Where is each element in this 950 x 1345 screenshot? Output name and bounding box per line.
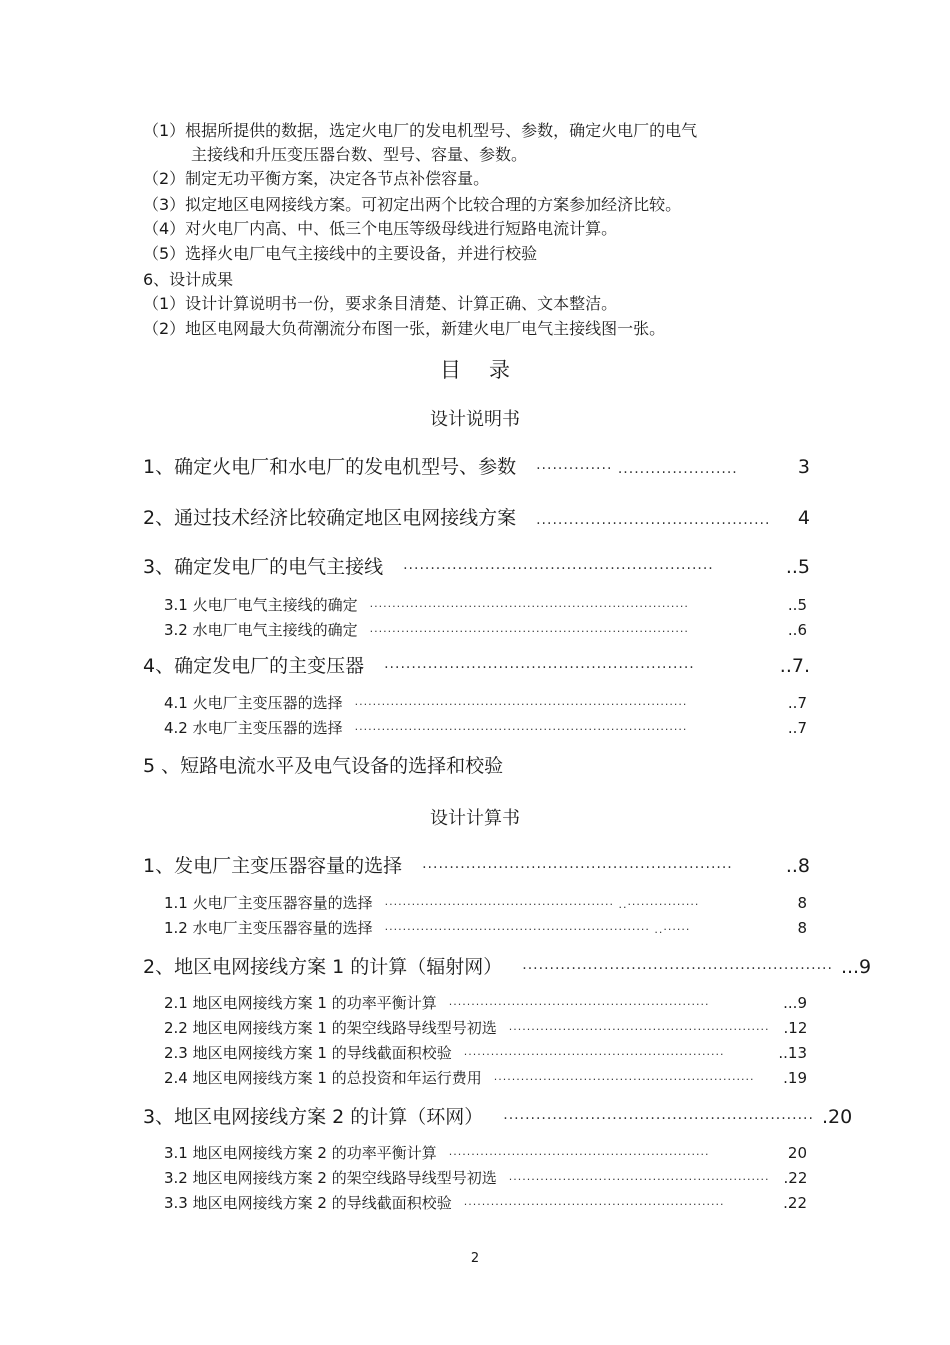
section-title-calc: 设计计算书 — [430, 808, 520, 829]
toc-subentry[interactable] — [164, 718, 807, 738]
toc-page-number: ...9 — [840, 956, 872, 978]
section-title-design: 设计说明书 — [430, 409, 520, 430]
intro-line: （5）选择火电厂电气主接线中的主要设备，并进行校验 — [143, 244, 538, 263]
toc-entry[interactable] — [143, 505, 810, 531]
toc-entry-text: 5 、短路电流水平及电气设备的选择和校验 — [143, 755, 504, 777]
toc-page-number: ...9 — [783, 994, 807, 1012]
toc-entry-text: 3.2 地区电网接线方案 2 的架空线路导线型号初选 — [164, 1169, 497, 1187]
toc-page-number: ..6 — [787, 621, 807, 639]
toc-page-number: .22 — [783, 1169, 808, 1187]
toc-leader-dots: ························································· — [384, 660, 695, 676]
toc-leader-dots: ·········································································· — [354, 723, 688, 736]
toc-entry-text: 3、确定发电厂的电气主接线 — [143, 556, 384, 578]
page-number: 2 — [470, 1251, 480, 1266]
toc-subentry[interactable] — [164, 893, 807, 913]
intro-line: （4）对火电厂内高、中、低三个电压等级母线进行短路电流计算。 — [143, 219, 618, 238]
toc-page-number: ..5 — [785, 556, 810, 578]
toc-subentry[interactable] — [164, 993, 807, 1013]
toc-page-number: ..5 — [787, 596, 807, 614]
toc-leader-dots: ·························································· — [508, 1023, 770, 1036]
toc-leader-dots: ·························································· — [463, 1198, 725, 1211]
toc-entry-text: 1.2 水电厂主变压器容量的选择 — [164, 919, 373, 937]
toc-entry-text: 4、确定发电厂的主变压器 — [143, 655, 365, 677]
toc-leader-dots: ·························································· — [448, 1148, 710, 1161]
toc-entry-text: 2、地区电网接线方案 1 的计算（辐射网） — [143, 956, 503, 978]
intro-line: （1）设计计算说明书一份，要求条目清楚、计算正确、文本整洁。 — [143, 294, 618, 313]
intro-heading: 6、设计成果 — [143, 270, 234, 289]
toc-subentry[interactable] — [164, 1168, 807, 1188]
toc-entry-text: 2.2 地区电网接线方案 1 的架空线路导线型号初选 — [164, 1019, 497, 1037]
toc-entry-text: 1.1 火电厂主变压器容量的选择 — [164, 894, 373, 912]
toc-page-number: ..13 — [778, 1044, 807, 1062]
toc-entry[interactable] — [143, 1104, 853, 1130]
toc-leader-dots: ·························································· — [493, 1073, 755, 1086]
toc-subentry[interactable] — [164, 693, 807, 713]
toc-page-number: 3 — [797, 456, 810, 478]
toc-leader-dots: ·············· ...................... — [536, 461, 738, 477]
toc-entry-text: 3、地区电网接线方案 2 的计算（环网） — [143, 1106, 484, 1128]
toc-entry[interactable] — [143, 454, 810, 480]
toc-page-number: 4 — [797, 507, 810, 529]
toc-leader-dots: ··························································· ..······ — [384, 923, 691, 936]
toc-leader-dots: ······································································· — [369, 600, 689, 613]
toc-page-number: ..7 — [787, 719, 807, 737]
toc-leader-dots: ·························································· — [448, 998, 710, 1011]
toc-entry-text: 2.3 地区电网接线方案 1 的导线截面积校验 — [164, 1044, 452, 1062]
toc-page-number: .20 — [821, 1106, 853, 1128]
toc-leader-dots: ··················································· ..················ — [384, 898, 700, 911]
toc-leader-dots: ·························································· — [463, 1048, 725, 1061]
toc-entry[interactable] — [143, 554, 810, 580]
toc-entry[interactable] — [143, 954, 872, 980]
toc-leader-dots: ·········································································· — [354, 698, 688, 711]
toc-page-number: 8 — [797, 894, 807, 912]
toc-page-number: ..8 — [785, 855, 810, 877]
toc-title: 目录 — [440, 358, 538, 382]
toc-entry-text: 3.1 地区电网接线方案 2 的功率平衡计算 — [164, 1144, 437, 1162]
toc-leader-dots: ........................................... — [536, 512, 771, 528]
toc-subentry[interactable] — [164, 595, 807, 615]
toc-page-number: .12 — [783, 1019, 808, 1037]
toc-subentry[interactable] — [164, 1018, 807, 1038]
toc-leader-dots: ······································································· — [369, 625, 689, 638]
toc-entry-text: 4.2 水电厂主变压器的选择 — [164, 719, 343, 737]
toc-page-number: .22 — [783, 1194, 807, 1212]
toc-leader-dots: ························································· — [522, 961, 833, 977]
toc-subentry[interactable] — [164, 918, 807, 938]
toc-entry-text: 3.1 火电厂电气主接线的确定 — [164, 596, 358, 614]
toc-entry[interactable] — [143, 853, 810, 879]
toc-entry-text: 2.1 地区电网接线方案 1 的功率平衡计算 — [164, 994, 437, 1012]
toc-entry-text: 2、通过技术经济比较确定地区电网接线方案 — [143, 507, 517, 529]
toc-leader-dots: ························································· — [403, 561, 714, 577]
toc-leader-dots: ························································· — [422, 860, 733, 876]
toc-leader-dots: ·························································· — [508, 1173, 770, 1186]
toc-entry-text: 2.4 地区电网接线方案 1 的总投资和年运行费用 — [164, 1069, 482, 1087]
toc-entry-text: 3.2 水电厂电气主接线的确定 — [164, 621, 358, 639]
toc-page-number: 20 — [787, 1144, 807, 1162]
intro-line: （2）地区电网最大负荷潮流分布图一张，新建火电厂电气主接线图一张。 — [143, 319, 666, 338]
toc-subentry[interactable] — [164, 620, 807, 640]
toc-page-number: .19 — [783, 1069, 807, 1087]
toc-entry[interactable] — [143, 753, 810, 779]
toc-page-number: ..7 — [787, 694, 807, 712]
intro-line: （3）拟定地区电网接线方案。可初定出两个比较合理的方案参加经济比较。 — [143, 195, 682, 214]
toc-subentry[interactable] — [164, 1193, 807, 1213]
toc-entry[interactable] — [143, 653, 810, 679]
toc-leader-dots: ························································· — [503, 1111, 814, 1127]
intro-line: （1）根据所提供的数据，选定火电厂的发电机型号、参数，确定火电厂的电气 — [143, 121, 698, 140]
toc-subentry[interactable] — [164, 1043, 807, 1063]
toc-page-number: ..7. — [779, 655, 810, 677]
toc-entry-text: 3.3 地区电网接线方案 2 的导线截面积校验 — [164, 1194, 452, 1212]
toc-entry-text: 1、发电厂主变压器容量的选择 — [143, 855, 403, 877]
toc-page-number: 8 — [797, 919, 807, 937]
toc-subentry[interactable] — [164, 1068, 807, 1088]
intro-line: 主接线和升压变压器台数、型号、容量、参数。 — [191, 145, 528, 164]
toc-subentry[interactable] — [164, 1143, 807, 1163]
toc-entry-text: 4.1 火电厂主变压器的选择 — [164, 694, 343, 712]
intro-line: （2）制定无功平衡方案，决定各节点补偿容量。 — [143, 169, 490, 188]
toc-entry-text: 1、确定火电厂和水电厂的发电机型号、参数 — [143, 456, 517, 478]
